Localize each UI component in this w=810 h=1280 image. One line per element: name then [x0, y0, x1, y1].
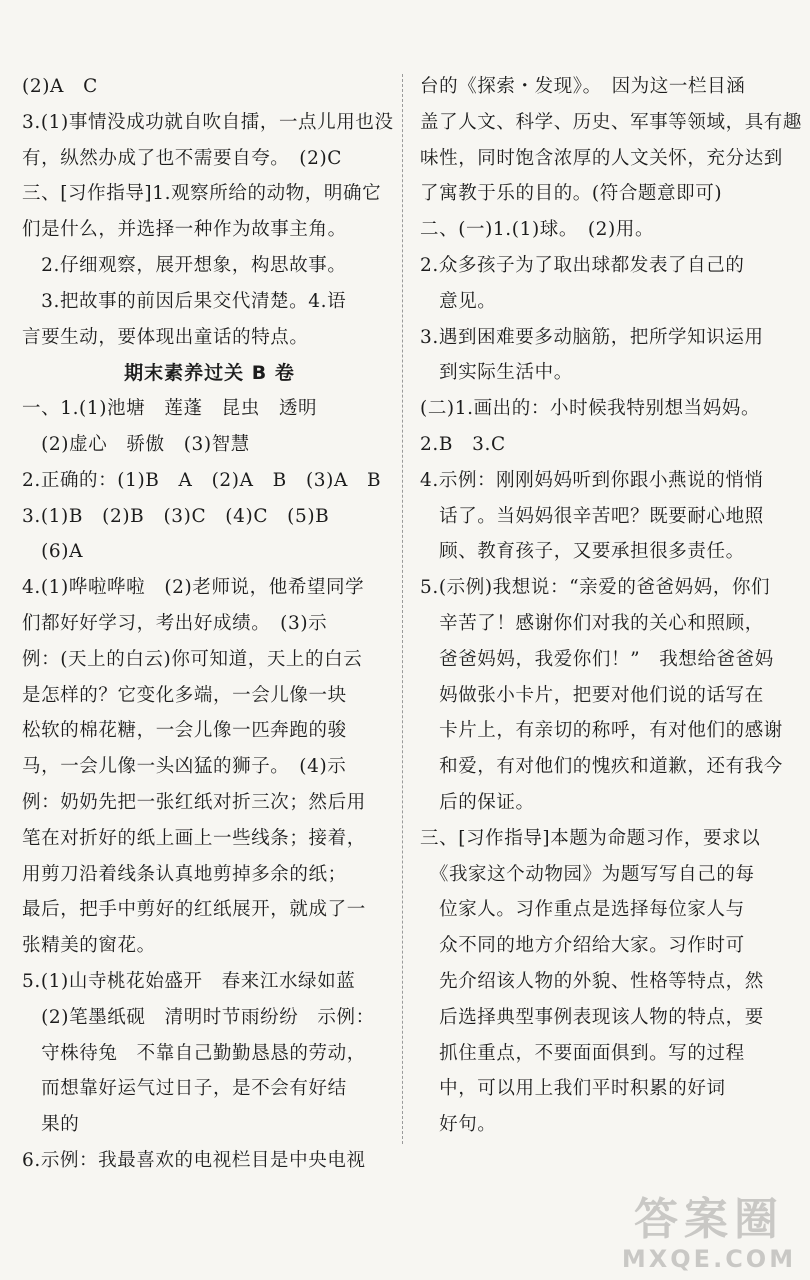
answer-line: 马，一会儿像一头凶猛的狮子。 (4)示: [22, 756, 347, 778]
answer-line: 辛苦了！感谢你们对我的关心和照顾，: [420, 612, 764, 634]
answer-line: 抓住重点，不要面面俱到。写的过程: [420, 1042, 745, 1064]
answer-line: 盖了人文、科学、历史、军事等领域，具有趣: [420, 111, 803, 133]
answer-line: (2)虚心 骄傲 (3)智慧: [22, 433, 250, 455]
answer-line: 到实际生活中。: [420, 362, 573, 384]
site-watermark: [614, 1194, 804, 1278]
answer-line: 6.示例：我最喜欢的电视栏目是中央电视: [22, 1149, 366, 1171]
answer-line: 们都好好学习，考出好成绩。 (3)示: [22, 612, 328, 634]
answer-line: 一、1.(1)池塘 莲蓬 昆虫 透明: [22, 398, 318, 420]
answer-line: 后选择典型事例表现该人物的特点，要: [420, 1006, 764, 1028]
answer-line: 众不同的地方介绍给大家。习作时可: [420, 935, 745, 957]
answer-line: 2.正确的：(1)B A (2)A B (3)A B: [22, 469, 382, 491]
section-title: 期末素养过关 B 卷: [124, 362, 295, 385]
answer-line: 4.(1)哗啦哗啦 (2)老师说，他希望同学: [22, 577, 365, 599]
answer-line: 3.遇到困难要多动脑筋，把所学知识运用: [420, 326, 764, 348]
answer-line: 2.B 3.C: [420, 433, 506, 455]
answer-line: (二)1.画出的：小时候我特别想当妈妈。: [420, 398, 761, 420]
answer-line: 4.示例：刚刚妈妈听到你跟小燕说的悄悄: [420, 469, 764, 491]
answer-line: (2)笔墨纸砚 清明时节雨纷纷 示例：: [22, 1006, 375, 1028]
answer-line: 3.(1)事情没成功就自吹自擂，一点儿用也没: [22, 111, 394, 133]
watermark-logo-text: 答案圈: [634, 1194, 784, 1245]
answer-line: 三、[习作指导]1.观察所给的动物，明确它: [22, 183, 382, 205]
answer-line: 位家人。习作重点是选择每位家人与: [420, 899, 745, 921]
answer-line: 松软的棉花糖，一会儿像一匹奔跑的骏: [22, 720, 347, 742]
answer-line: 守株待兔 不靠自己勤勤恳恳的劳动，: [22, 1042, 366, 1064]
answer-line: 2.仔细观察，展开想象，构思故事。: [22, 254, 347, 276]
answer-line: 笔在对折好的纸上画上一些线条；接着，: [22, 827, 366, 849]
right-answer-column: [420, 74, 803, 1148]
answer-line: 张精美的窗花。: [22, 935, 156, 957]
answer-line: 先介绍该人物的外貌、性格等特点，然: [420, 970, 764, 992]
answer-line: 5.(1)山寺桃花始盛开 春来江水绿如蓝: [22, 970, 356, 992]
answer-line: 《我家这个动物园》为题写写自己的每: [420, 863, 755, 885]
answer-line: 5.(示例)我想说：“亲爱的爸爸妈妈，你们: [420, 577, 771, 599]
answer-line: 有，纵然办成了也不需要自夸。 (2)C: [22, 147, 343, 169]
answer-line: 了寓教于乐的目的。(符合题意即可): [420, 183, 723, 205]
answer-line: 三、[习作指导]本题为命题习作，要求以: [420, 827, 761, 849]
answer-line: 是怎样的？它变化多端，一会儿像一块: [22, 684, 347, 706]
answer-line: 好句。: [420, 1114, 497, 1136]
answer-line: 爸爸妈妈，我爱你们！” 我想给爸爸妈: [420, 648, 774, 670]
answer-line: 中，可以用上我们平时积累的好词: [420, 1078, 726, 1100]
answer-line: (2)A C: [22, 76, 98, 97]
answer-line: 台的《探索・发现》。 因为这一栏目涵: [420, 76, 746, 97]
answer-line: 味性，同时饱含浓厚的人文关怀，充分达到: [420, 147, 783, 169]
answer-line: 而想靠好运气过日子，是不会有好结: [22, 1078, 347, 1100]
answer-line: 例：(天上的白云)你可知道，天上的白云: [22, 648, 363, 670]
answer-line: 妈做张小卡片，把要对他们说的话写在: [420, 684, 764, 706]
answer-line: 3.把故事的前因后果交代清楚。4.语: [22, 290, 347, 312]
answer-line: 后的保证。: [420, 791, 535, 813]
answer-line: 3.(1)B (2)B (3)C (4)C (5)B: [22, 505, 330, 527]
left-answer-column: [22, 74, 397, 1184]
answer-line: 顾、教育孩子，又要承担很多责任。: [420, 541, 745, 563]
answer-line: 卡片上，有亲切的称呼，有对他们的感谢: [420, 720, 783, 742]
answer-line: 2.众多孩子为了取出球都发表了自己的: [420, 254, 745, 276]
answer-line: 言要生动，要体现出童话的特点。: [22, 326, 309, 348]
answer-line: (6)A: [22, 541, 84, 563]
column-divider: [402, 74, 403, 1144]
answer-line: 们是什么，并选择一种作为故事主角。: [22, 219, 347, 241]
answer-line: 二、(一)1.(1)球。 (2)用。: [420, 219, 655, 241]
answer-line: 和爱，有对他们的愧疚和道歉，还有我今: [420, 756, 783, 778]
answer-line: 最后，把手中剪好的红纸展开，就成了一: [22, 899, 366, 921]
answer-line: 话了。当妈妈很辛苦吧？既要耐心地照: [420, 505, 764, 527]
watermark-url: MXQE.COM: [621, 1245, 797, 1273]
answer-line: 果的: [22, 1114, 80, 1136]
answer-line: 意见。: [420, 290, 497, 312]
answer-line: 例：奶奶先把一张红纸对折三次；然后用: [22, 791, 366, 813]
answer-line: 用剪刀沿着线条认真地剪掉多余的纸；: [22, 863, 347, 885]
